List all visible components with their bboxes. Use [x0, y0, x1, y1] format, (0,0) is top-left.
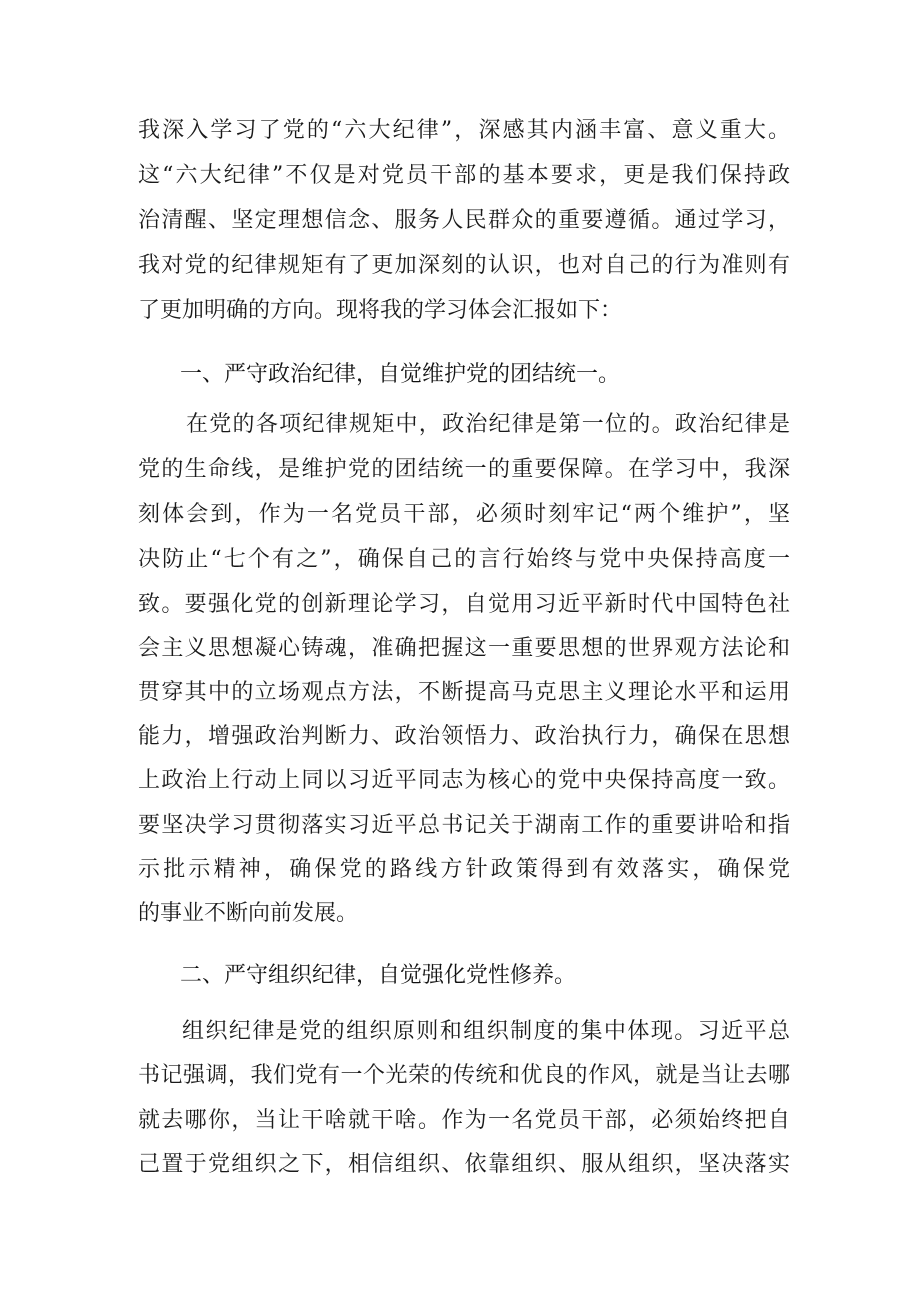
section-1-line-3: 刻体会到，作为一名党员干部，必须时刻牢记“两个维护”，坚 — [138, 502, 790, 527]
section-2-line-2: 书记强调，我们党有一个光荣的传统和优良的作风，就是当让去哪 — [138, 1063, 790, 1088]
intro-line-1: 我深入学习了党的“六大纪律”，深感其内涵丰富、意义重大。 — [138, 118, 790, 143]
intro-line-3: 治清醒、坚定理想信念、服务人民群众的重要遵循。通过学习， — [138, 208, 790, 233]
section-1-line-12: 的事业不断向前发展。 — [138, 901, 359, 926]
section-1-line-2: 党的生命线，是维护党的团结统一的重要保障。在学习中，我深 — [138, 457, 790, 482]
section-2-line-1: 组织纪律是党的组织原则和组织制度的集中体现。习近平总 — [182, 1019, 790, 1044]
section-1-line-1: 在党的各项纪律规矩中，政治纪律是第一位的。政治纪律是 — [186, 412, 790, 437]
section-1-line-7: 贯穿其中的立场观点方法，不断提高马克思主义理论水平和运用 — [138, 680, 790, 705]
section-1-line-10: 要坚决学习贯彻落实习近平总书记关于湖南工作的重要讲哈和指 — [138, 813, 790, 838]
section-1-line-6: 会主义思想凝心铸魂，准确把握这一重要思想的世界观方法论和 — [138, 636, 790, 661]
section-2-line-3: 就去哪你，当让干啥就干啥。作为一名党员干部，必须始终把自 — [138, 1108, 790, 1133]
intro-line-5: 了更加明确的方向。现将我的学习体会汇报如下： — [138, 298, 623, 323]
section-1-heading: 一、严守政治纪律，自觉维护党的团结统一。 — [180, 362, 621, 387]
section-1-line-8: 能力，增强政治判断力、政治领悟力、政治执行力，确保在思想 — [138, 724, 790, 749]
section-1-line-9: 上政治上行动上同以习近平同志为核心的党中央保持高度一致。 — [138, 768, 790, 793]
intro-line-4: 我对党的纪律规矩有了更加深刻的认识，也对自己的行为准则有 — [138, 253, 790, 278]
section-2-line-4: 己置于党组织之下，相信组织、依靠组织、服从组织，坚决落实 — [138, 1152, 790, 1177]
section-1-line-4: 决防止“七个有之”，确保自己的言行始终与党中央保持高度一 — [138, 547, 790, 572]
intro-line-2: 这“六大纪律”不仅是对党员干部的基本要求，更是我们保持政 — [138, 163, 790, 188]
section-1-line-5: 致。要强化党的创新理论学习，自觉用习近平新时代中国特色社 — [138, 592, 790, 617]
section-2-heading: 二、严守组织纪律，自觉强化党性修养。 — [180, 963, 577, 988]
section-1-line-11: 示批示精神，确保党的路线方针政策得到有效落实，确保党 — [138, 857, 790, 882]
